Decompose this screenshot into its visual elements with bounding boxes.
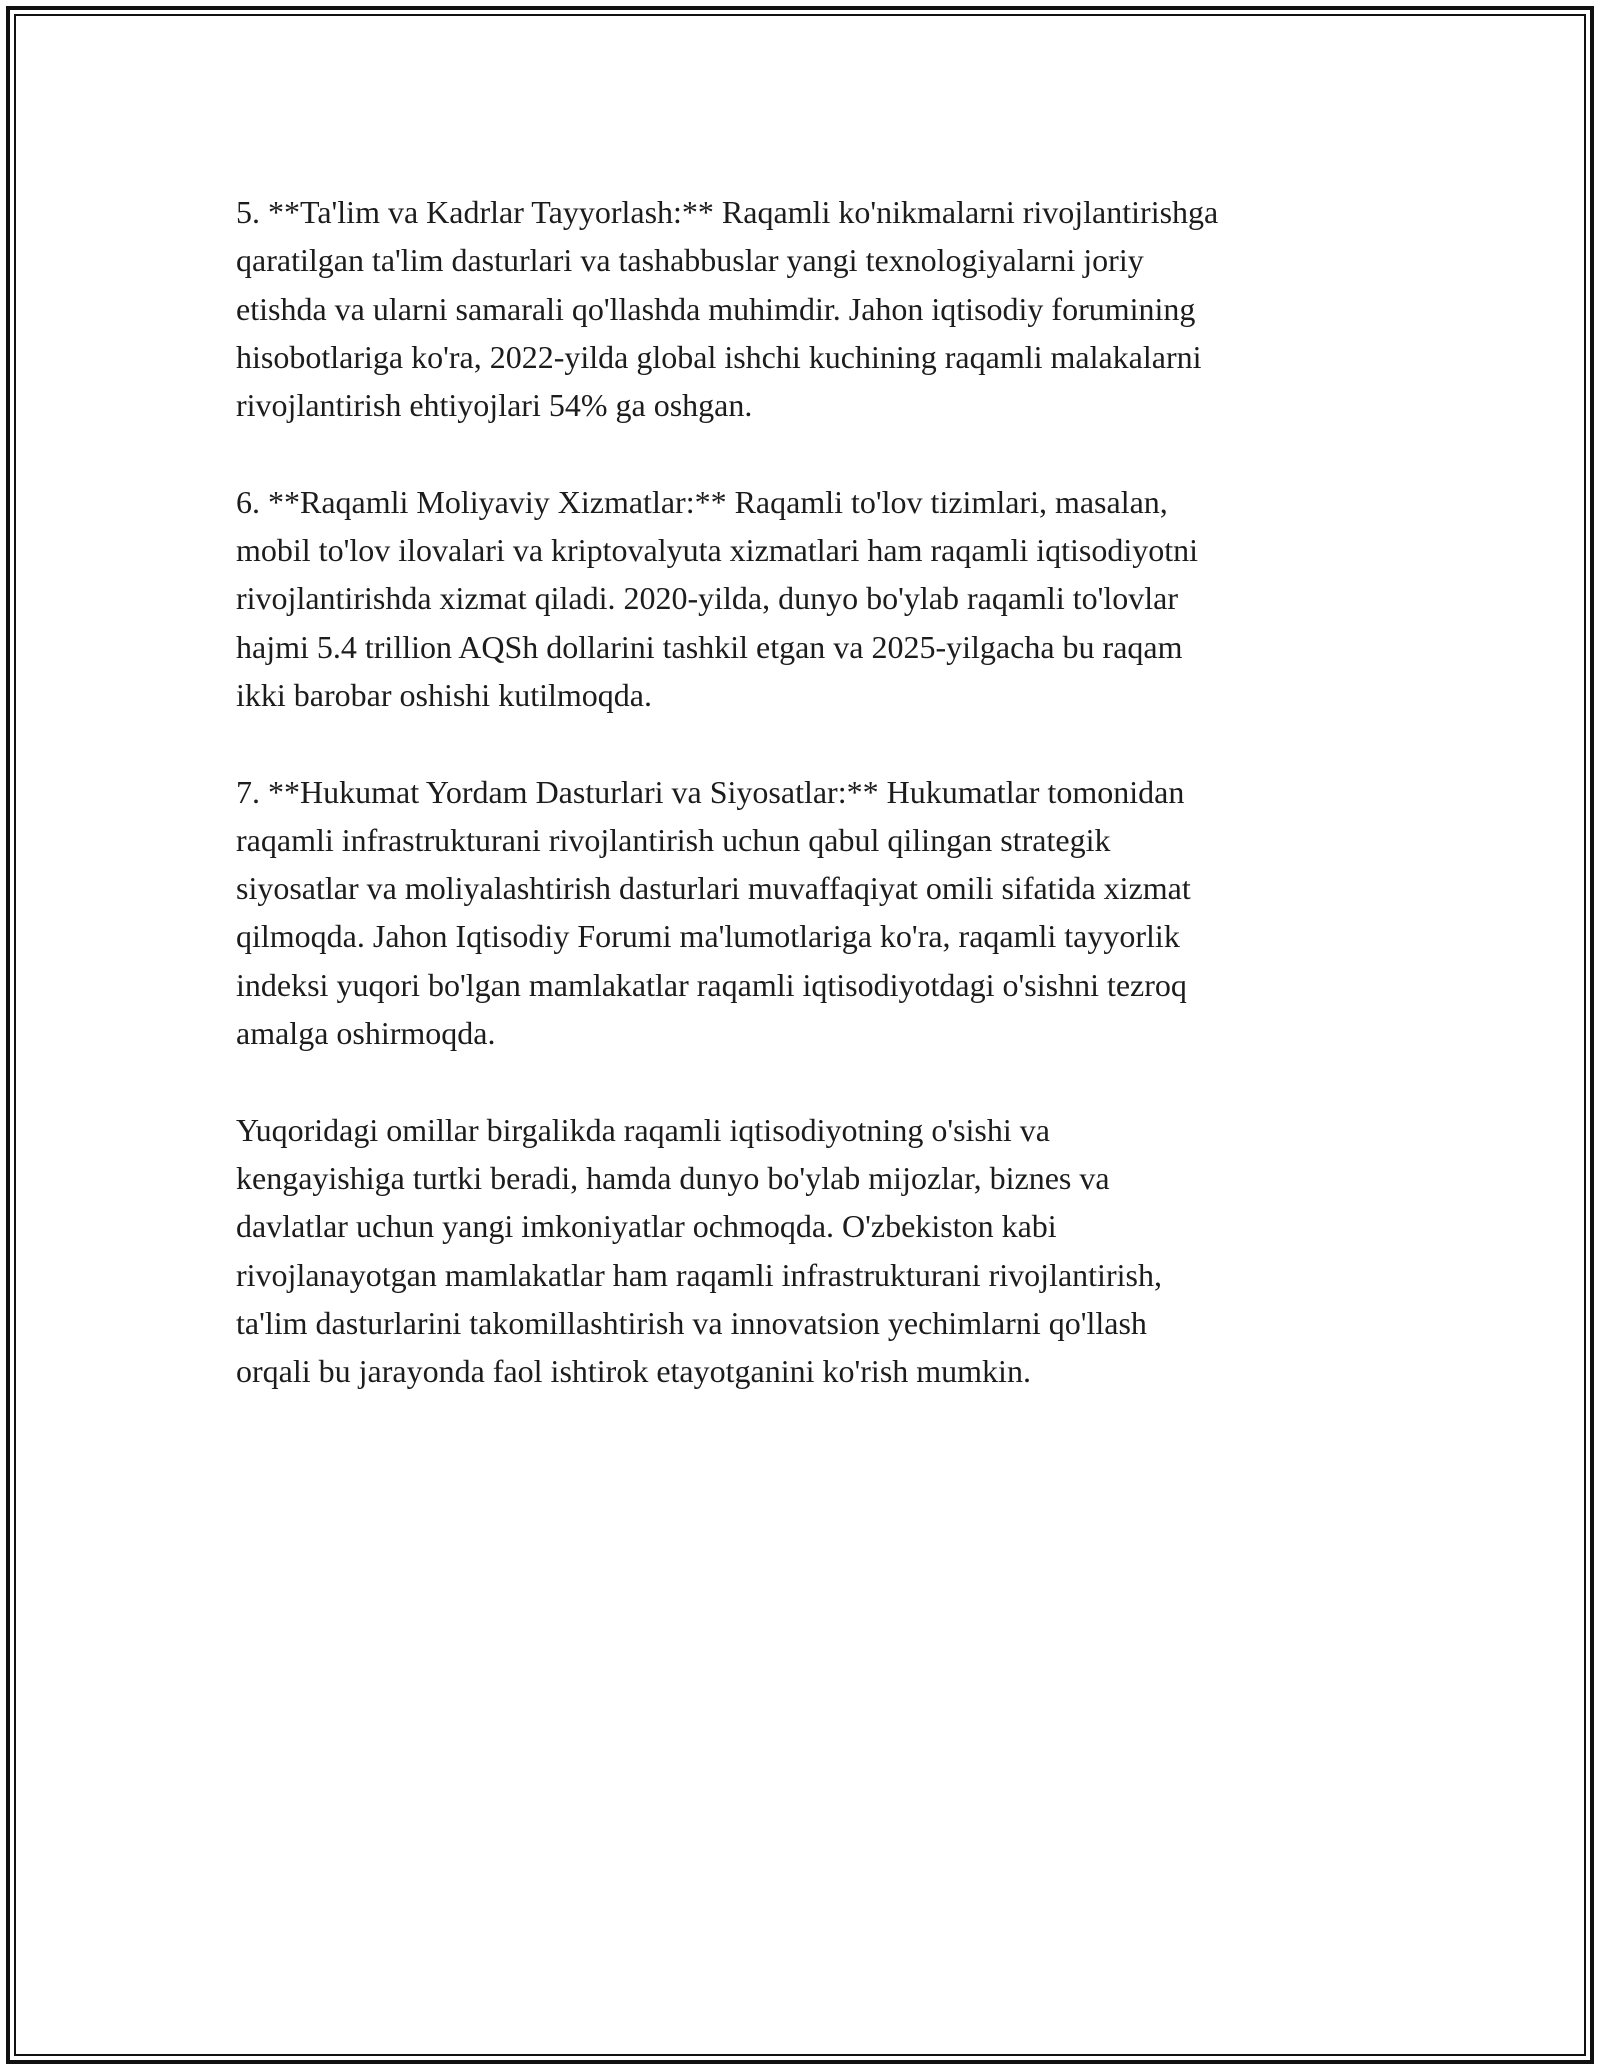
- paragraph-conclusion: Yuqoridagi omillar birgalikda raqamli iqtisodiyotning o'sishi va kengayishiga turtki beradi, hamda dunyo bo'ylab mijozlar, biznes va davlatlar uchun yangi imkoniyatlar ochmoqda. O'zbekiston kabi rivojlanayotgan mamlakatlar ham raqamli infrastrukturani rivojlantirish, ta'lim dasturlarini takomillashtirish va innovatsion yechimlarni qo'llash orqali bu jarayonda faol ishtirok etayotganini ko'rish mumkin.: [236, 1111, 1162, 1390]
- document-body: [236, 188, 1386, 1444]
- paragraph-raqamli-moliyaviy: 6. **Raqamli Moliyaviy Xizmatlar:** Raqamli to'lov tizimlari, masalan, mobil to'lov ilovalari va kriptovalyuta xizmatlari ham raqamli iqtisodiyotni rivojlantirishda xizmat qiladi. 2020-yilda, dunyo bo'ylab raqamli to'lovlar hajmi 5.4 trillion AQSh dollarini tashkil etgan va 2025-yilgacha bu raqam ikki barobar oshishi kutilmoqda.: [236, 483, 1199, 713]
- paragraph-hukumat-yordam: 7. **Hukumat Yordam Dasturlari va Siyosatlar:** Hukumatlar tomonidan raqamli infrastrukturani rivojlantirish uchun qabul qilingan strategik siyosatlar va moliyalashtirish dasturlari muvaffaqiyat omili sifatida xizmat qilmoqda. Jahon Iqtisodiy Forumi ma'lumotlariga ko'ra, raqamli tayyorlik indeksi yuqori bo'lgan mamlakatlar raqamli iqtisodiyotdagi o'sishni tezroq amalga oshirmoqda.: [236, 773, 1191, 1052]
- paragraph-talim-kadrlar: 5. **Ta'lim va Kadrlar Tayyorlash:** Raqamli ko'nikmalarni rivojlantirishga qaratilgan ta'lim dasturlari va tashabbuslar yangi texnologiyalarni joriy etishda va ularni samarali qo'llashda muhimdir. Jahon iqtisodiy forumining hisobotlariga ko'ra, 2022-yilda global ishchi kuchining raqamli malakalarni rivojlantirish ehtiyojlari 54% ga oshgan.: [236, 194, 1219, 424]
